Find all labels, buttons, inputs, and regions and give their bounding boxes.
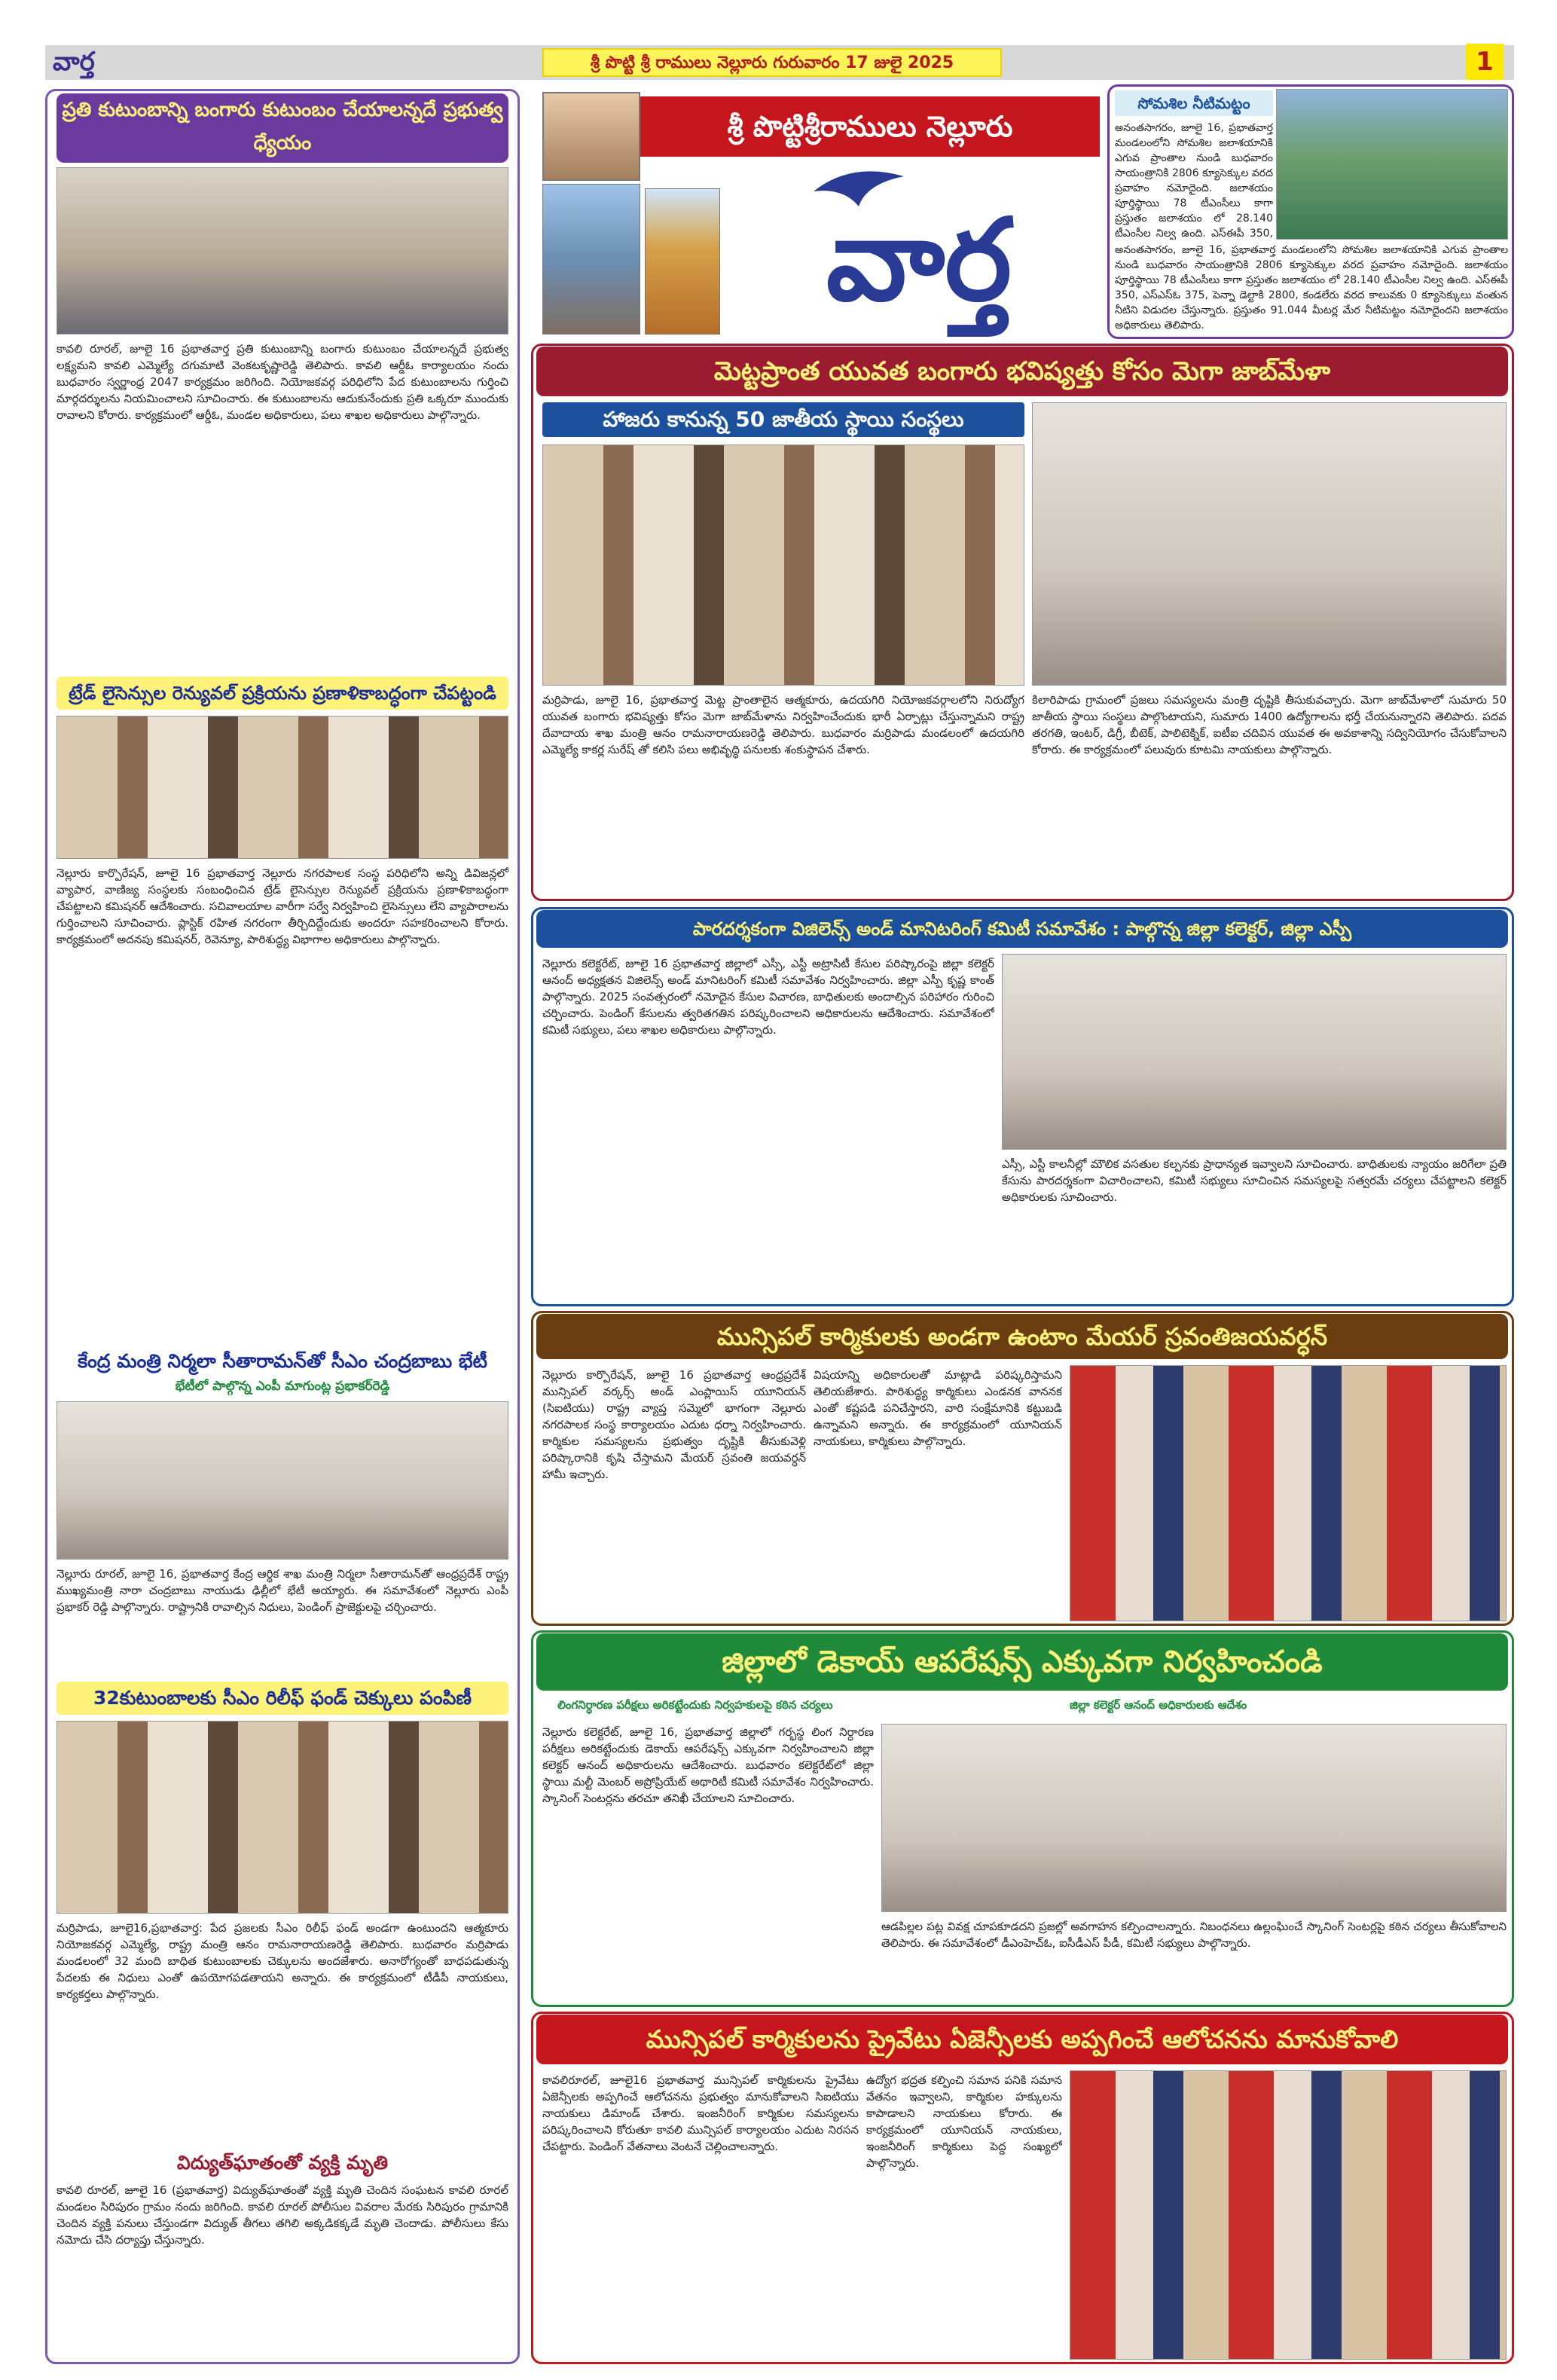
page-number: 1 (1466, 44, 1504, 80)
decoy-body-2: ఆడపిల్లల పట్ల వివక్ష చూపకూడదని ప్రజల్లో అవగాహన కల్పించాలన్నారు. నిబంధనలు ఉల్లంఘించే స్కానింగ్ సెంటర్లపై కఠిన చర్యలు తీసుకోవాలని తెలిపారు. ఈ సమావేశంలో డీఎంహెచ్ఓ, ఐసీడీఎస్ పీడీ, కమిటీ సభ్యులు పాల్గొన్నారు. (881, 1920, 1507, 1950)
s1-photo (56, 167, 508, 335)
dateline: శ్రీ పొట్టి శ్రీ రాములు నెల్లూరు గురువారం 17 జులై 2025 (542, 48, 1002, 77)
vigilance-body: నెల్లూరు కలెక్టరేట్, జూలై 16 ప్రభాతవార్త జిల్లాలో ఎస్సీ, ఎస్టీ అట్రాసిటీ కేసుల పరిష్కారంపై జిల్లా కలెక్టర్ ఆనంద్ అధ్యక్షతన విజిలెన్స్ అండ్ మానిటరింగ్ కమిటీ సమావేశం నిర్వహించారు. జిల్లా ఎస్పీ కృష్ణ కాంత్ పాల్గొన్నారు. 2025 సంవత్సరంలో నమోదైన కేసుల విచారణ, బాధితులకు అందాల్సిన పరిహారం గురించి చర్చించారు. పెండింగ్ కేసులను త్వరితగతిన పరిష్కరించాలని అధికారులను ఆదేశించారు. సమావేశంలో కమిటీ సభ్యులు, పలు శాఖల అధికారులు పాల్గొన్నారు. (542, 957, 994, 1037)
s2-body: నెల్లూరు కార్పొరేషన్, జూలై 16 ప్రభాతవార్త నెల్లూరు నగరపాలక సంస్థ పరిధిలోని అన్ని డివిజన్లలో వ్యాపార, వాణిజ్య సంస్థలకు సంబంధించిన ట్రేడ్ లైసెన్సుల రెన్యువల్ ప్రక్రియను ప్రణాళికాబద్ధంగా చేపట్టాలని కమిషనర్ ఆదేశించారు. సచివాలయాల వారీగా సర్వే నిర్వహించి లైసెన్సులు లేని వ్యాపారాలను గుర్తించాలని సూచించారు. ప్లాస్టిక్ రహిత నగరంగా తీర్చిదిద్దేందుకు అందరూ సహకరించాలని కోరారు. కార్యక్రమంలో అదనపు కమిషనర్, రెవెన్యూ, పారిశుద్ధ్య విభాగాల అధికారులు పాల్గొన్నారు. (56, 866, 508, 946)
s2-headline: ట్రేడ్ లైసెన్సుల రెన్యువల్ ప్రక్రియను ప్రణాళికాబద్ధంగా చేపట్టండి (56, 677, 508, 710)
somashila-body-a: అనంతసాగరం, జూలై 16, ప్రభాతవార్త మండలంలోని సోమశిల జలాశయానికి ఎగువ ప్రాంతాల నుండి బుధవారం సాయంత్రానికి 2806 క్యూసెక్కుల వరద ప్రవాహం నమోదైంది. జలాశయం పూర్తిస్థాయి 78 టీఎంసీలు కాగా ప్రస్తుతం జలాశయం లో 28.140 టీఎంసీల నిల్వ ఉంది. ఎస్ఈపీ 350, (1115, 122, 1273, 240)
private-body-2: ఉద్యోగ భద్రత కల్పించి సమాన పనికి సమాన వేతనం ఇవ్వాలని, కార్మికుల హక్కులను కాపాడాలని నాయకులు కోరారు. ఈ కార్యక్రమంలో యూనియన్ నాయకులు, ఇంజనీరింగ్ కార్మికులు పెద్ద సంఖ్యలో పాల్గొన్నారు. (866, 2073, 1062, 2170)
mega-photo-1 (542, 445, 1024, 686)
s4-photo (56, 1721, 508, 1914)
s5-body: కావలి రూరల్, జూలై 16 (ప్రభాతవార్త) విద్యుత్‌ఘాతంతో వ్యక్తి మృతి చెందిన సంఘటన కావలి రూరల్ మండలం సిరిపురం గ్రామం నందు జరిగింది. కావలి రూరల్ పోలీసుల వివరాల మేరకు సిరిపురం గ్రామానికి చెందిన వ్యక్తి పనులు చేస్తుండగా విద్యుత్ తీగలు తగిలి అక్కడికక్కడే మృతి చెందాడు. పోలీసులు కేసు నమోదు చేసి దర్యాప్తు చేస్తున్నారు. (56, 2183, 508, 2247)
mega-body-1: మర్రిపాడు, జూలై 16, ప్రభాతవార్త మెట్ట ప్రాంతాలైన ఆత్మకూరు, ఉదయగిరి నియోజకవర్గాలలోని నిరుద్యోగ యువత బంగారు భవిష్యత్తు కోసం మెగా జాబ్‌మేళాను నిర్వహించేందుకు భారీ ఏర్పాట్లు చేస్తున్నామని రాష్ట్ర దేవాదాయ శాఖ మంత్రి ఆనం రామనారాయణరెడ్డి తెలిపారు. బుధవారం మర్రిపాడు మండలంలో ఉదయగిరి ఎమ్మెల్యే కాకర్ల సురేష్ తో కలిసి పలు అభివృద్ధి పనులకు శంకుస్థాపన చేశారు. (542, 693, 1024, 756)
s3-body: నెల్లూరు రూరల్, జూలై 16, ప్రభాతవార్త కేంద్ర ఆర్థిక శాఖ మంత్రి నిర్మలా సీతారామన్‌తో ఆంధ్రప్రదేశ్ రాష్ట్ర ముఖ్యమంత్రి నారా చంద్రబాబు నాయుడు ఢిల్లీలో భేటీ అయ్యారు. ఈ సమావేశంలో నెల్లూరు ఎంపీ ప్రభాకర్ రెడ్డి పాల్గొన్నారు. రాష్ట్రానికి రావాల్సిన నిధులు, పెండింగ్ ప్రాజెక్టులపై చర్చించారు. (56, 1567, 508, 1614)
mega-headline: మెట్టప్రాంత యువత బంగారు భవిష్యత్తు కోసం మెగా జాబ్‌మేళా (536, 347, 1508, 396)
vigilance-headline: పారదర్శకంగా విజిలెన్స్ అండ్ మానిటరింగ్ కమిటీ సమావేశం : పాల్గొన్న జిల్లా కలెక్టర్, జిల్లా ఎస్పీ (536, 910, 1508, 948)
mega-photo-2 (1032, 402, 1507, 686)
s2-photo (56, 716, 508, 859)
temple-icon (645, 188, 720, 335)
decoy-headline: జిల్లాలో డెకాయ్ ఆపరేషన్స్ ఎక్కువగా నిర్వహించండి (536, 1633, 1508, 1691)
vigilance-body-2: ఎస్సీ, ఎస్టీ కాలనీల్లో మౌలిక వసతుల కల్పనకు ప్రాధాన్యత ఇవ్వాలని సూచించారు. బాధితులకు న్యాయం జరిగేలా ప్రతి కేసును పారదర్శకంగా విచారించాలని, కమిటీ సభ్యులు సూచించిన సమస్యలపై సత్వరమే చర్యలు చేపట్టాలని కలెక్టర్ అధికారులకు సూచించారు. (1002, 1157, 1507, 1204)
somashila-body-b: అనంతసాగరం, జూలై 16, ప్రభాతవార్త మండలంలోని సోమశిల జలాశయానికి ఎగువ ప్రాంతాల నుండి బుధవారం సాయంత్రానికి 2806 క్యూసెక్కుల వరద ప్రవాహం నమోదైంది. జలాశయం పూర్తిస్థాయి 78 టీఎంసీలు కాగా ప్రస్తుతం జలాశయం లో 28.140 టీఎంసీల నిల్వ ఉంది. ఎస్ఈపీ 350, ఎస్ఎస్ఓ 375, పెన్నా డెల్టాకి 2800, కండలేరు వరద కాలువకు 0 క్యూసెక్కులు వంతున నీటిని విడుదల చేస్తున్నారు. ప్రస్తుతం 91.044 మీటర్ల మేర నీటిమట్టం నమోదైందని జలాశయం అధికారులు తెలిపారు. (1115, 244, 1508, 331)
mega-subhead: హాజరు కానున్న 50 జాతీయ స్థాయి సంస్థలు (542, 402, 1024, 437)
decoy-photo (881, 1724, 1507, 1912)
somashila-photo (1276, 89, 1508, 240)
s3-photo (56, 1401, 508, 1560)
mayor-body: నెల్లూరు కార్పొరేషన్, జూలై 16 ప్రభాతవార్త ఆంధ్రప్రదేశ్ మున్సిపల్ వర్కర్స్ అండ్ ఎంప్లాయిస్ యూనియన్ (సిఐటియు) రాష్ట్ర వ్యాప్త సమ్మెలో భాగంగా నెల్లూరు నగరపాలక సంస్థ కార్యాలయం ఎదుట ధర్నా నిర్వహించారు. కార్మికుల సమస్యలను ప్రభుత్వం దృష్టికి తీసుకువెళ్లి పరిష్కారానికి కృషి చేస్తామని మేయర్ స్రవంతి జయవర్ధన్ హామీ ఇచ్చారు. (542, 1368, 806, 1481)
s4-body: మర్రిపాడు, జూలై16,ప్రభాతవార్త: పేద ప్రజలకు సీఎం రిలీఫ్ ఫండ్ అండగా ఉంటుందని ఆత్మకూరు నియోజకవర్గ ఎమ్మెల్యే, రాష్ట్ర మంత్రి ఆనం రామనారాయణరెడ్డి తెలిపారు. బుధవారం మర్రిపాడు మండలంలో 32 మంది బాధిత కుటుంబాలకు చెక్కులను అందజేశారు. అనారోగ్యంతో బాధపడుతున్న పేదలకు ఈ నిధులు ఎంతో ఉపయోగపడతాయని అన్నారు. ఈ కార్యక్రమంలో టీడీపీ నాయకులు, కార్యకర్తలు పాల్గొన్నారు. (56, 1921, 508, 2001)
s1-body: కావలి రూరల్, జూలై 16 ప్రభాతవార్త ప్రతి కుటుంబాన్ని బంగారు కుటుంబం చేయాలన్నదే ప్రభుత్వ లక్ష్యమని కావలి ఎమ్మెల్యే దగుమాటి వెంకటకృష్ణారెడ్డి తెలిపారు. కావలి ఆర్డీఓ కార్యాలయం నందు బుధవారం స్వర్ణాంధ్ర 2047 కార్యక్రమం జరిగింది. నియోజకవర్గ పరిధిలోని పేద కుటుంబాలను గుర్తించి మార్గదర్శులను నియమించాలని సూచించారు. ఈ కుటుంబాలను ఆదుకునేందుకు ప్రతి ఒక్కరూ ముందుకు రావాలని కోరారు. కార్యక్రమంలో ఆర్డీఓ, మండల అధికారులు, పలు శాఖల అధికారులు పాల్గొన్నారు. (56, 342, 508, 422)
s4-headline: 32కుటుంబాలకు సీఎం రిలీఫ్ ఫండ్ చెక్కులు పంపిణీ (56, 1682, 508, 1715)
s1-headline: ప్రతి కుటుంబాన్ని బంగారు కుటుంబం చేయాలన్నదే ప్రభుత్వ ధ్యేయం (56, 93, 508, 163)
private-photo (1070, 2070, 1507, 2360)
mega-body-2: కిలారిపాడు గ్రామంలో ప్రజలు సమస్యలను మంత్రి దృష్టికి తీసుకువచ్చారు. మెగా జాబ్‌మేళాలో సుమారు 50 జాతీయ స్థాయి సంస్థలు పాల్గొంటాయని, సుమారు 1400 ఉద్యోగాలను భర్తీ చేయనున్నారని తెలిపారు. పదవ తరగతి, ఇంటర్, డిగ్రీ, బీటెక్, పాలిటెక్నిక్, ఐటీఐ చదివిన యువత ఈ అవకాశాన్ని సద్వినియోగం చేసుకోవాలని కోరారు. ఈ కార్యక్రమంలో పలువురు కూటమి నాయకులు పాల్గొన్నారు. (1032, 693, 1507, 756)
small-masthead: వార్త (53, 47, 95, 77)
s5-headline: విద్యుత్‌ఘాతంతో వ్యక్తి మృతి (176, 2152, 389, 2174)
s3-headline: కేంద్ర మంత్రి నిర్మలా సీతారామన్‌తో సీఎం చంద్రబాబు భేటీ (78, 1350, 487, 1372)
somashila-title: సోమశిల నీటిమట్టం (1115, 90, 1273, 116)
decoy-body: నెల్లూరు కలెక్టరేట్, జూలై 16, ప్రభాతవార్త జిల్లాలో గర్భస్థ లింగ నిర్ధారణ పరీక్షలు అరికట్టేందుకు డెకాయ్ ఆపరేషన్స్ ఎక్కువగా నిర్వహించాలని జిల్లా కలెక్టర్ ఆనంద్ అధికారులను ఆదేశించారు. బుధవారం కలెక్టరేట్‌లో జిల్లా స్థాయి మల్టీ మెంబర్ అప్రోప్రియేట్ అథారిటీ కమిటీ సమావేశం నిర్వహించారు. స్కానింగ్ సెంటర్లను తరచూ తనిఖీ చేయాలని సూచించారు. (542, 1725, 874, 1805)
decoy-tag-1: లింగనిర్ధారణ పరీక్షలు అరికట్టేందుకు నిర్వహకులపై కఠిన చర్యలు (557, 1698, 833, 1712)
mayor-body-2: విషయాన్ని అధికారులతో మాట్లాడి పరిష్కరిస్తామని తెలియజేశారు. పారిశుద్ధ్య కార్మికులు ఎండనక వాననక ఎంతో కష్టపడి పనిచేస్తారని, వారి సంక్షేమానికి కట్టుబడి ఉన్నామని అన్నారు. ఈ కార్యక్రమంలో యూనియన్ నాయకులు, కార్మికులు పాల్గొన్నారు. (814, 1368, 1062, 1448)
mayor-photo (1070, 1365, 1507, 1621)
district-title: శ్రీ పొట్టిశ్రీరాములు నెల్లూరు (640, 96, 1100, 157)
big-masthead-title: వార్త (826, 194, 1012, 326)
private-body: కావలిరూరల్, జూలై16 ప్రభాతవార్త మున్సిపల్ కార్మికులను ప్రైవేటు ఏజెన్సీలకు అప్పగించే ఆలోచనను ప్రభుత్వం మానుకోవాలని సిఐటియు నాయకులు డిమాండ్ చేశారు. ఇంజనీరింగ్ కార్మికుల సమస్యలను పరిష్కరించాలని కోరుతూ కావలి మున్సిపల్ కార్యాలయం ఎదుట నిరసన చేపట్టారు. పెండింగ్ వేతనాలు వెంటనే చెల్లించాలన్నారు. (542, 2073, 859, 2153)
vigilance-photo (1002, 954, 1507, 1150)
bridge-icon (542, 184, 640, 335)
mayor-headline: మున్సిపల్ కార్మికులకు అండగా ఉంటాం మేయర్ స్రవంతిజయవర్ధన్ (536, 1314, 1508, 1359)
private-headline: మున్సిపల్ కార్మికులను ప్రైవేటు ఏజెన్సీలకు అప్పగించే ఆలోచనను మానుకోవాలి (536, 2015, 1508, 2064)
decoy-tag-2: జిల్లా కలెక్టర్ ఆనంద్ అధికారులకు ఆదేశం (1070, 1698, 1247, 1712)
s3-subhead: భేటీలో పాల్గొన్న ఎంపీ మాగుంట్ల ప్రభాకర్‌రెడ్డి (175, 1379, 390, 1394)
portrait-icon (542, 92, 640, 181)
